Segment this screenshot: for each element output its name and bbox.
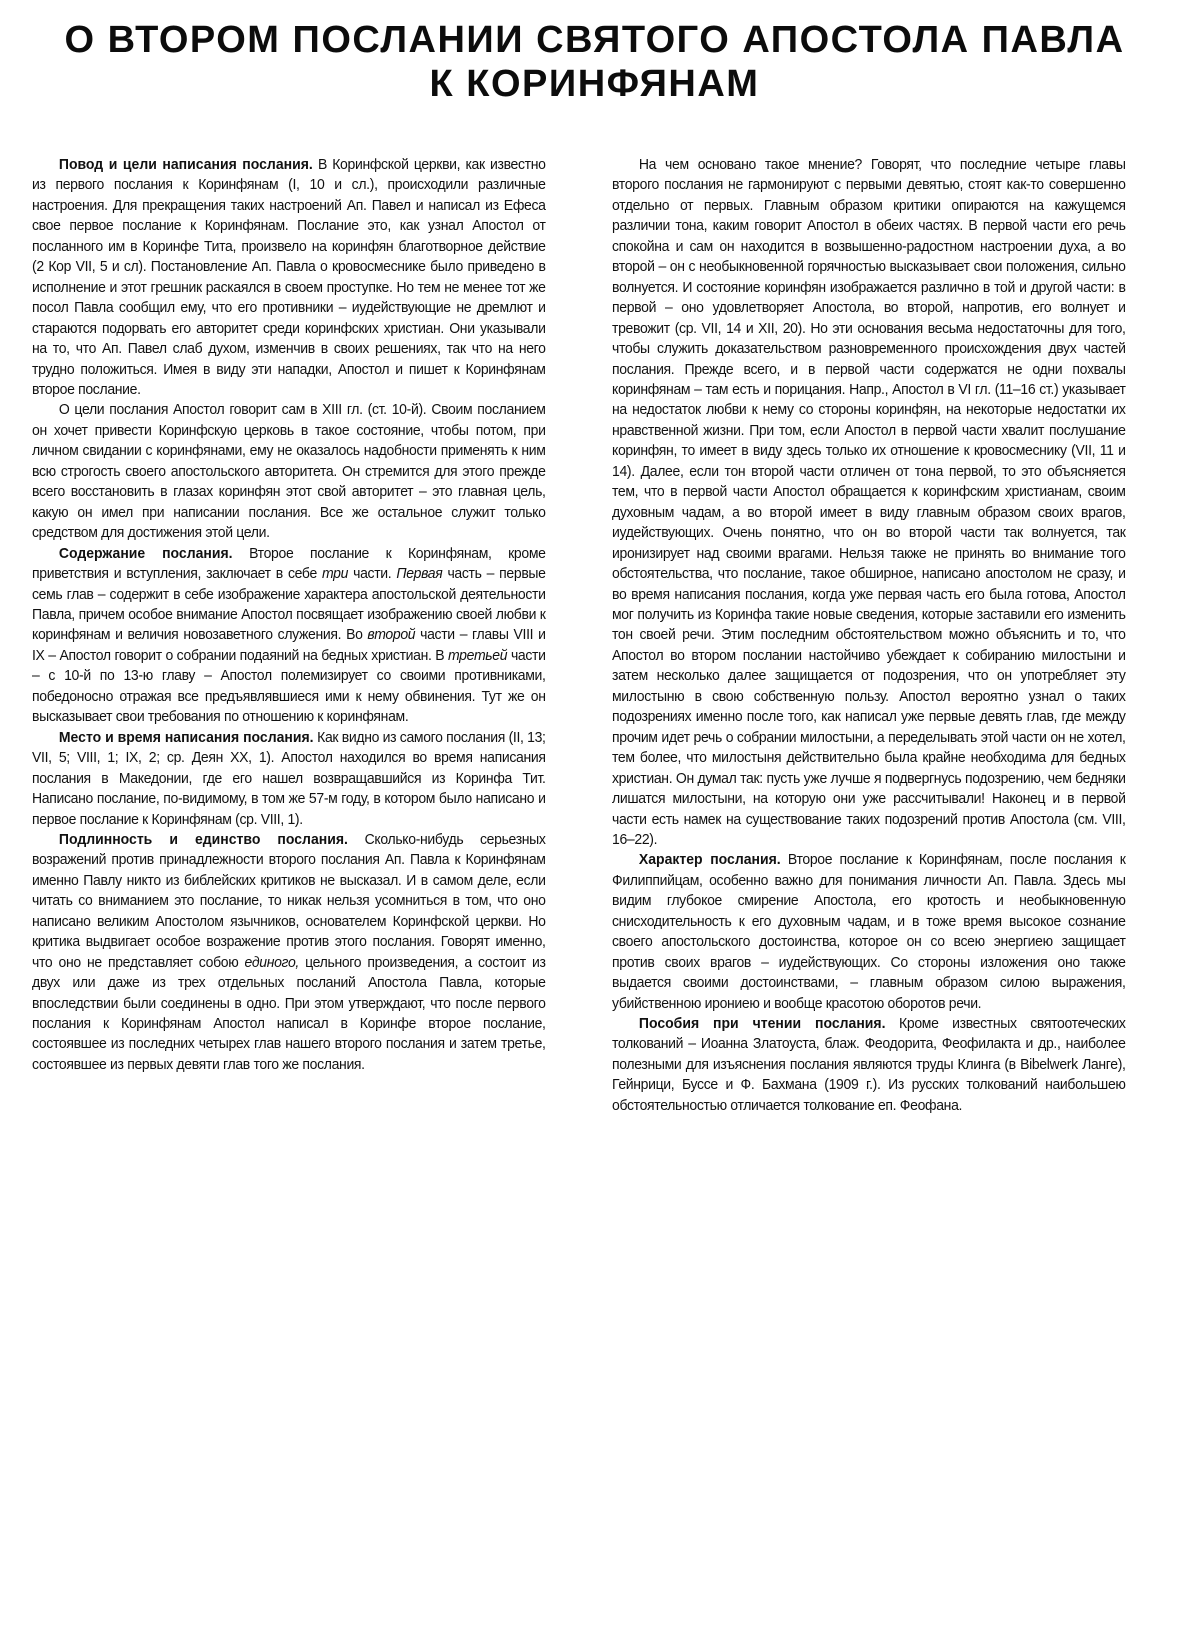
paragraph-text: Сколько-нибудь серьезных возражений против принадлежности второго послания Ап. Павла к Коринфянам именно Павлу никто из библейских критиков не высказал. И в самом деле, если читать со вниманием это послание, то никак нельзя усомниться в том, что оно написано великим Апостолом язычников, основателем Коринфской церкви. Но критика выдвигает особое возражение против этого послания. Говорят именно, что оно не представляет собою	[32, 831, 546, 971]
paragraph-text: В Коринфской церкви, как известно из первого послания к Коринфянам (I, 10 и сл.), происходили различные настроения. Для прекращения таких настроений Ап. Павел и написал из Ефеса свое первое послание к Коринфянам. Послание это, как узнал Апостол от посланного им в Коринфе Тита, произвело на коринфян благотворное действие (2 Кор VII, 5 и сл). Постановление Ап. Павла о кровосмеснике было приведено в исполнение и этот грешник раскаялся в своем проступке. Но тем не менее тот же посол Павла сообщил ему, что его противники – иудействующие не дремлют и стараются подорвать его авторитет среди коринфских христиан. Они указывали на то, что Ап. Павел слаб духом, изменчив в своих решениях, так что на него трудно положиться. Имея в виду эти нападки, Апостол и пишет к Коринфянам второе послание.	[32, 157, 546, 398]
section-heading-aids: Пособия при чтении послания.	[638, 1016, 886, 1033]
emphasis-text: третьей	[448, 647, 508, 664]
paragraph-text: часть – первые семь глав – содержит в себе изображение характера апостольской деятельности Павла, причем особое внимание Апостол посвящает изображению своей любви к коринфянам и величия новозаветного служения. Во	[32, 566, 546, 644]
paragraph-text: Второе послание к Коринфянам, после послания к Филиппийцам, особенно важно для понимания личности Ап. Павла. Здесь мы видим глубокое смирение Апостола, его кротость и необыкновенную снисходительность к его духовным чадам, и в тоже время высокое сознание своего апостольского достоинства, которое он со всею энергиею защищает против своих врагов – иудействующих. Со стороны изложения оно также выдается своими достоинствами, – главным образом силою выражения, убийственною ирониею и вообще красотою оборотов речи.	[612, 852, 1126, 1012]
paragraph-occasion	[32, 155, 546, 400]
paragraph-aids	[612, 1014, 1126, 1116]
page-title	[30, 18, 1159, 106]
section-heading-character: Характер послания.	[638, 852, 781, 869]
paragraph-text: Второе послание к Коринфянам, кроме приветствия и вступления, заключает в себе	[32, 545, 546, 583]
section-heading-place-time: Место и время написания послания.	[58, 729, 314, 746]
paragraph-authenticity	[32, 830, 546, 1075]
paragraph-criticism	[612, 155, 1126, 850]
left-column	[32, 155, 546, 1075]
paragraph-text: части – главы VIII и IX – Апостол говорит о собрании подаяний на бедных христиан. В	[32, 627, 546, 664]
paragraph-text: части.	[348, 566, 397, 583]
paragraph-purpose	[32, 400, 546, 543]
section-heading-authenticity: Подлинность и единство послания.	[58, 831, 348, 848]
paragraph-text: цельного произведения, а состоит из двух или даже из трех отдельных посланий Апостола Павла, которые впоследствии были соединены в одно. При этом утверждают, что после первого послания к Коринфянам Апостол написал в Коринфе второе послание, состоявшее из последних четырех глав нашего второго послания и затем третье, состоявшее из первых девяти глав того же послания.	[32, 954, 546, 1073]
paragraph-text: О цели послания Апостол говорит сам в XIII гл. (ст. 10-й). Своим посланием он хочет привести Коринфскую церковь в такое состояние, чтобы потом, при личном свидании с коринфянами, ему не оказалось надобности применять к ним всю строгость своего апостольского авторитета. Он стремится для этого прежде всего восстановить в глазах коринфян этот свой авторитет – это главная цель, какую он имел при написании послания. Все же остальное служит только средством для достижения этой цели.	[32, 402, 546, 542]
section-heading-occasion: Повод и цели написания послания.	[58, 157, 313, 173]
emphasis-text: второй	[367, 627, 416, 644]
title-line-1: О ВТОРОМ ПОСЛАНИИ СВЯТОГО АПОСТОЛА ПАВЛА	[64, 19, 1125, 61]
right-column	[612, 155, 1126, 1116]
emphasis-text: единого,	[244, 954, 299, 971]
paragraph-text: Кроме известных святоотеческих толкований – Иоанна Златоуста, блаж. Феодорита, Феофилакта и др., наиболее полезными для изъяснения послания являются труды Клинга (в Bibelwerk Ланге), Гейнрици, Буссе и Ф. Бахмана (1909 г.). Из русских толкований наибольшею обстоятельностью отличается толкование еп. Феофана.	[612, 1016, 1126, 1114]
emphasis-text: три	[321, 566, 349, 583]
paragraph-place-time	[32, 728, 546, 830]
paragraph-text: На чем основано такое мнение? Говорят, что последние четыре главы второго послания не гармонируют с первыми девятью, стоят как-то совершенно отдельно от первых. Главным образом критики опираются на кажущемся различии тона, каким говорит Апостол в обеих частях. В первой части его речь спокойна и сам он находится в возвышенно-радостном настроении духа, а во второй – он с необыкновенной горячностью высказывает свои положения, сильно волнуется. И состояние коринфян изображается различно в той и другой части: в первой – оно удовлетворяет Апостола, во второй, напротив, его волнует и тревожит (ср. VII, 14 и XII, 20). Но эти основания весьма недостаточны для того, чтобы служить доказательством разновременного происхождения двух частей послания. Прежде всего, и в первой части содержатся не одни похвалы коринфянам – там есть и порицания. Напр., Апостол в VI гл. (11–16 ст.) указывает на недостаток любви к нему со стороны коринфян, на некоторые недостатки их нравственной жизни. При том, если Апостол в первой части хвалит послушание коринфян, то имеет в виду здесь только их отношение к кровосмеснику (VII, 11 и 14). Далее, если тон второй части отличен от тона первой, то это объясняется тем, что в первой части Апостол обращается к коринфским христианам, своим духовным чадам, а во второй имеет в виду главным образом своих врагов, иудействующих. Очень понятно, что он во второй части так волнуется, так иронизирует над своими врагами. Нельзя также не принять во внимание того обстоятельства, что послание, такое обширное, написано апостолом не сразу, и во время написания послания, когда уже первая часть его была готова, Апостол мог получить из Коринфа такие новые сведения, которые заставили его изменить тон своей речи. Этим последним обстоятельством можно объяснить и то, что Апостол во втором послании настойчиво убеждает к собиранию милостыни и затем несколько далее защищается от подозрения, что он употребляет эту милостыню в свою собственную пользу. Апостол вероятно узнал о таких подозрениях именно после того, как написал уже первые девять глав, где между прочим идет речь о собрании милостыни, а переделывать этой части он не хотел, тем более, что милостыня действительно была крайне необходима для бедных христиан. Он думал так: пусть уже лучше я подвергнусь подозрению, чем бедняки лишатся милостыни, на которую они уже рассчитывали! Наконец и в первой части есть намек на существование таких подозрений против Апостола (см. VIII, 16–22).	[612, 157, 1126, 848]
paragraph-character	[612, 850, 1126, 1014]
emphasis-text: Первая	[396, 566, 443, 583]
paragraph-text: части – с 10-й по 13-ю главу – Апостол полемизирует со своими противниками, победоносно отражая все предъявлявшиеся ими к нему обвинения. Тут же он высказывает свои требования по отношению к коринфянам.	[32, 647, 546, 726]
paragraph-text: Как видно из самого послания (II, 13; VII, 5; VIII, 1; IX, 2; ср. Деян XX, 1). Апостол находился во время написания послания в Македонии, где его нашел возвращавшийся из Коринфа Тит. Написано послание, по-видимому, в том же 57-м году, в котором было написано и первое послание к Коринфянам (ср. VIII, 1).	[32, 729, 546, 828]
title-line-2: К КОРИНФЯНАМ	[429, 63, 760, 105]
paragraph-contents	[32, 544, 546, 728]
section-heading-contents: Содержание послания.	[58, 545, 233, 562]
